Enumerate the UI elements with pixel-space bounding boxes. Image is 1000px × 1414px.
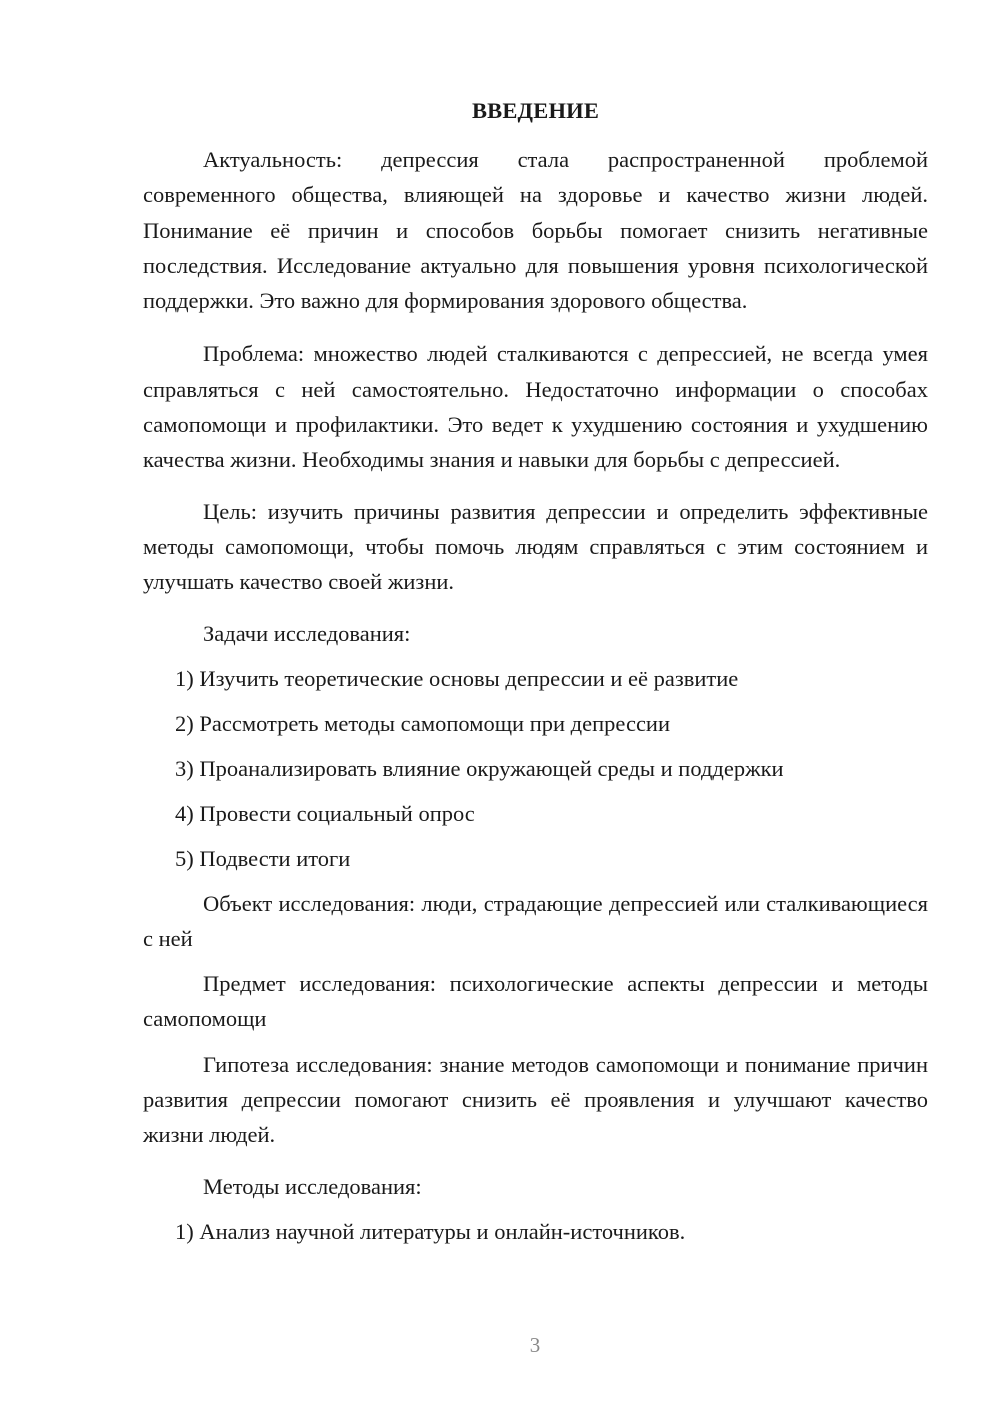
task-item: 3) Проанализировать влияние окружающей среды и поддержки	[175, 755, 784, 781]
goal-paragraph: Цель: изучить причины развития депрессии и определить эффективные методы самопомощи, чтобы помочь людям справляться с этим состоянием и улучшать качество своей жизни.	[143, 498, 928, 595]
method-item: 1) Анализ научной литературы и онлайн-источников.	[175, 1218, 686, 1244]
page-number: 3	[529, 1333, 541, 1357]
task-item: 1) Изучить теоретические основы депрессии и её развитие	[175, 665, 739, 691]
methods-label: Методы исследования:	[203, 1173, 422, 1199]
task-item: 2) Рассмотреть методы самопомощи при депрессии	[175, 710, 671, 736]
page-content	[143, 94, 928, 1259]
problem-paragraph: Проблема: множество людей сталкиваются с депрессией, не всегда умея справляться с ней самостоятельно. Недостаточно информации о способах самопомощи и профилактики. Это ведет к ухудшению состояния и ухудшению качества жизни. Необходимы знания и навыки для борьбы с депрессией.	[143, 341, 928, 473]
relevance-paragraph: Актуальность: депрессия стала распространенной проблемой современного общества, влияющей на здоровье и качество жизни людей. Понимание её причин и способов борьбы помогает снизить негативные последствия. Исследование актуально для повышения уровня психологической поддержки. Это важно для формирования здорового общества.	[143, 147, 928, 314]
page-title: ВВЕДЕНИЕ	[471, 98, 600, 123]
object-paragraph: Объект исследования: люди, страдающие депрессией или сталкивающиеся с ней	[143, 890, 928, 951]
task-item: 5) Подвести итоги	[175, 845, 351, 871]
subject-paragraph: Предмет исследования: психологические аспекты депрессии и методы самопомощи	[143, 971, 928, 1032]
tasks-label: Задачи исследования:	[203, 620, 411, 646]
task-item: 4) Провести социальный опрос	[175, 800, 475, 826]
hypothesis-paragraph: Гипотеза исследования: знание методов самопомощи и понимание причин развития депрессии помогают снизить её проявления и улучшают качество жизни людей.	[143, 1051, 928, 1148]
